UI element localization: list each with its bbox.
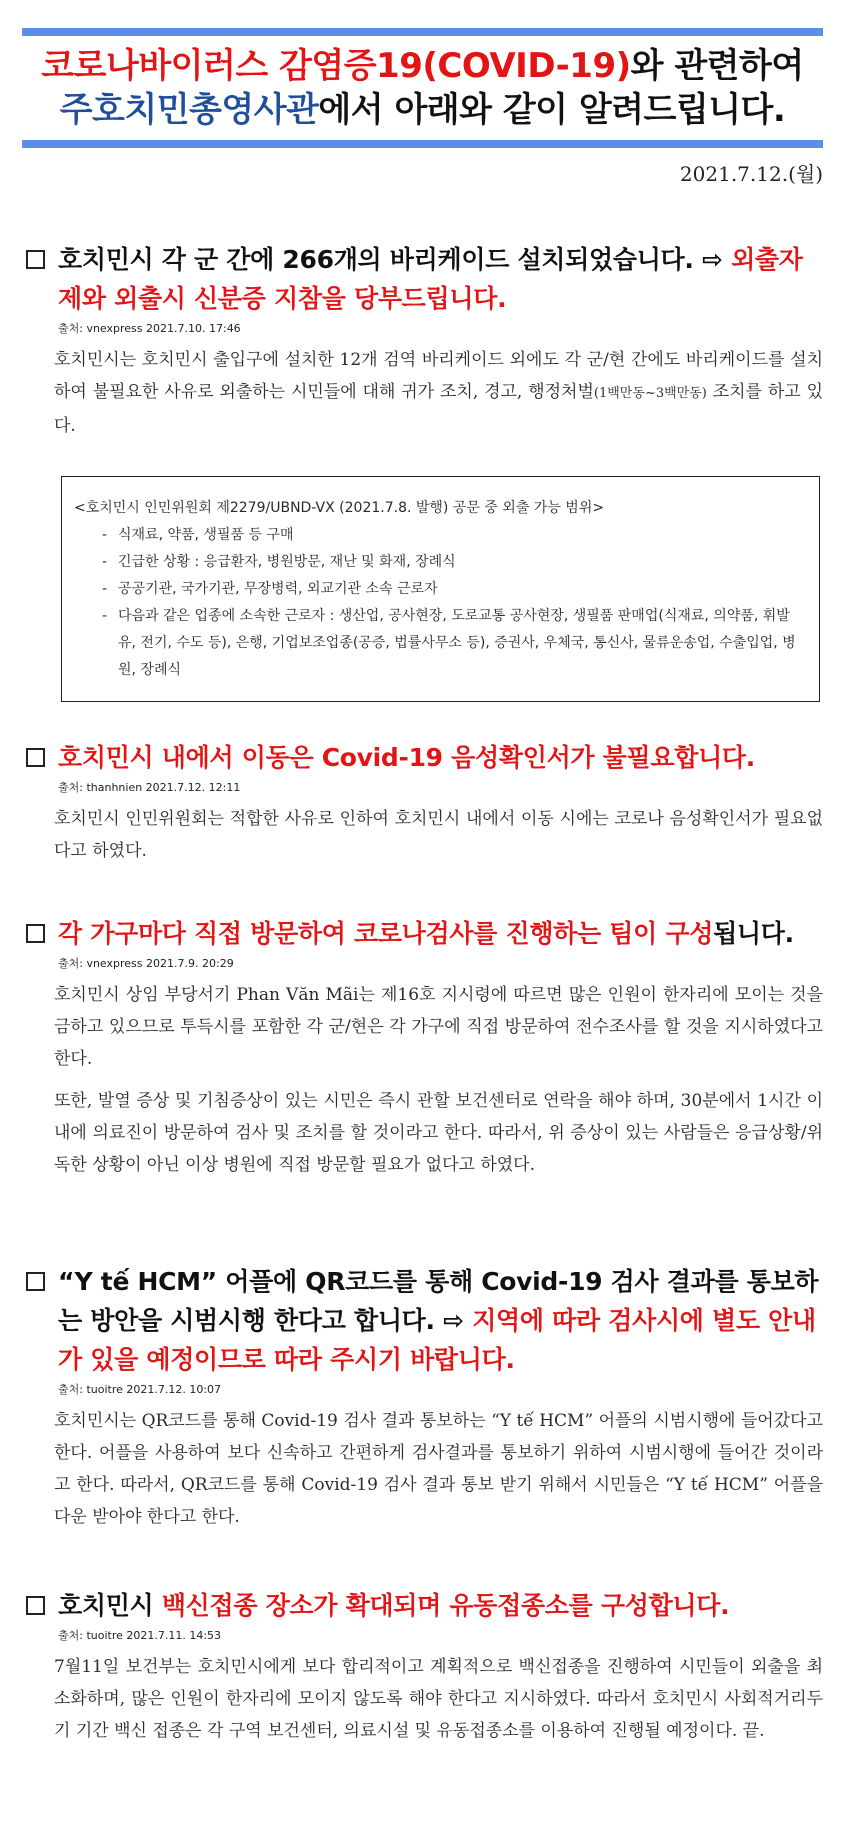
- source-line: 출처: thanhnien 2021.7.12. 12:11: [58, 781, 241, 794]
- checkbox-square-icon: [26, 1596, 45, 1615]
- header-top-rule: [22, 28, 823, 36]
- section-heading: 호치민시 내에서 이동은 Covid-19 음성확인서가 불필요합니다.: [22, 738, 823, 777]
- news-section-1: [22, 240, 823, 452]
- list-item: - 긴급한 상황 : 응급환자, 병원방문, 재난 및 화재, 장례식: [98, 549, 807, 576]
- section-body: 호치민시 인민위원회는 적합한 사유로 인하여 호치민시 내에서 이동 시에는 코로나 음성확인서가 필요없다고 하였다.: [54, 809, 823, 861]
- list-item: - 공공기관, 국가기관, 무장병력, 외교기관 소속 근로자: [98, 576, 807, 603]
- notice-box: [61, 476, 820, 702]
- list-item: - 다음과 같은 업종에 소속한 근로자 : 생산업, 공사현장, 도로교통 공사현장, 생필품 판매업(식재료, 의약품, 휘발유, 전기, 수도 등), 은행, 기업보조업종(공증, 법률사무소 등), 증권사, 우체국, 통신사, 물류운송업, 수출입업, 병원, 장례식: [98, 603, 807, 684]
- section-body: 호치민시는 QR코드를 통해 Covid-19 검사 결과 통보하는 “Y tế HCM” 어플의 시범시행에 들어갔다고 한다. 어플을 사용하여 보다 신속하고 간편하게 검사결과를 통보하기 위하여 시범시행에 들어간 것이라고 한다. 따라서, QR코드를 통해 Covid-19 검사 결과 통보 받기 위해서 시민들은 “Y tế HCM” 어플을 다운 받아야 한다고 한다.: [54, 1411, 823, 1527]
- arrow-right-icon: ⇨: [443, 1306, 464, 1335]
- news-section-3: [22, 914, 823, 1191]
- checkbox-square-icon: [26, 1272, 45, 1291]
- section-body: 7월11일 보건부는 호치민시에게 보다 합리적이고 계획적으로 백신접종을 진행하여 시민들이 외출을 최소화하며, 많은 인원이 한자리에 모이지 않도록 해야 한다고 지시하였다. 따라서 호치민시 사회적거리두기 기간 백신 접종은 각 구역 보건센터, 의료시설 및 유동접종소를 이용하여 진행될 예정이다. 끝.: [54, 1657, 823, 1741]
- news-section-5: [22, 1586, 823, 1757]
- section-heading: 호치민시 각 군 간에 266개의 바리케이드 설치되었습니다. ⇨ 외출자제와 외출시 신분증 지참을 당부드립니다.: [22, 240, 823, 318]
- title-line-1: 코로나바이러스 감염증19(COVID-19)와 관련하여: [41, 46, 804, 86]
- notice-list: [74, 522, 807, 684]
- notice-title: <호치민시 인민위원회 제2279/UBND-VX (2021.7.8. 발행) 공문 중 외출 가능 범위>: [74, 500, 605, 516]
- source-line: 출처: tuoitre 2021.7.12. 10:07: [58, 1383, 222, 1396]
- news-section-4: [22, 1262, 823, 1543]
- section-heading: 호치민시 백신접종 장소가 확대되며 유동접종소를 구성합니다.: [22, 1586, 823, 1625]
- source-line: 출처: tuoitre 2021.7.11. 14:53: [58, 1629, 222, 1642]
- header-bottom-rule: [22, 140, 823, 148]
- list-item: - 식재료, 약품, 생필품 등 구매: [98, 522, 807, 549]
- section-heading: 각 가구마다 직접 방문하여 코로나검사를 진행하는 팀이 구성됩니다.: [22, 914, 823, 953]
- title-line-2: 주호치민총영사관에서 아래와 같이 알려드립니다.: [59, 90, 786, 130]
- source-line: 출처: vnexpress 2021.7.9. 20:29: [58, 957, 234, 970]
- page-title: [22, 44, 823, 132]
- news-section-2: [22, 738, 823, 877]
- section-heading: “Y tế HCM” 어플에 QR코드를 통해 Covid-19 검사 결과를 통보하는 방안을 시범시행 한다고 합니다. ⇨ 지역에 따라 검사시에 별도 안내가 있을 예정이므로 따라 주시기 바랍니다.: [22, 1262, 823, 1379]
- checkbox-square-icon: [26, 748, 45, 767]
- source-line: 출처: vnexpress 2021.7.10. 17:46: [58, 322, 241, 335]
- section-body: 호치민시 상임 부당서기 Phan Văn Mãi는 제16호 지시령에 따르면 많은 인원이 한자리에 모이는 것을 금하고 있으므로 투득시를 포함한 각 군/현은 각 가구에 직접 방문하여 전수조사를 할 것을 지시하였다고 한다. 또한, 발열 증상 및 기침증상이 있는 시민은 즉시 관할 보건센터로 연락을 해야 하며, 30분에서 1시간 이내에 의료진이 방문하여 검사 및 조치를 할 것이라고 한다. 따라서, 위 증상이 있는 사람들은 응급상황/위독한 상황이 아닌 이상 병원에 직접 방문할 필요가 없다고 하였다.: [54, 985, 823, 1175]
- document-date: 2021.7.12.(월): [679, 162, 823, 186]
- checkbox-square-icon: [26, 250, 45, 269]
- checkbox-square-icon: [26, 924, 45, 943]
- section-body: 호치민시는 호치민시 출입구에 설치한 12개 검역 바리케이드 외에도 각 군/현 간에도 바리케이드를 설치하여 불필요한 사유로 외출하는 시민들에 대해 귀가 조치, 경고, 행정처벌(1백만동~3백만동) 조치를 하고 있다.: [54, 350, 823, 436]
- arrow-right-icon: ⇨: [702, 245, 723, 274]
